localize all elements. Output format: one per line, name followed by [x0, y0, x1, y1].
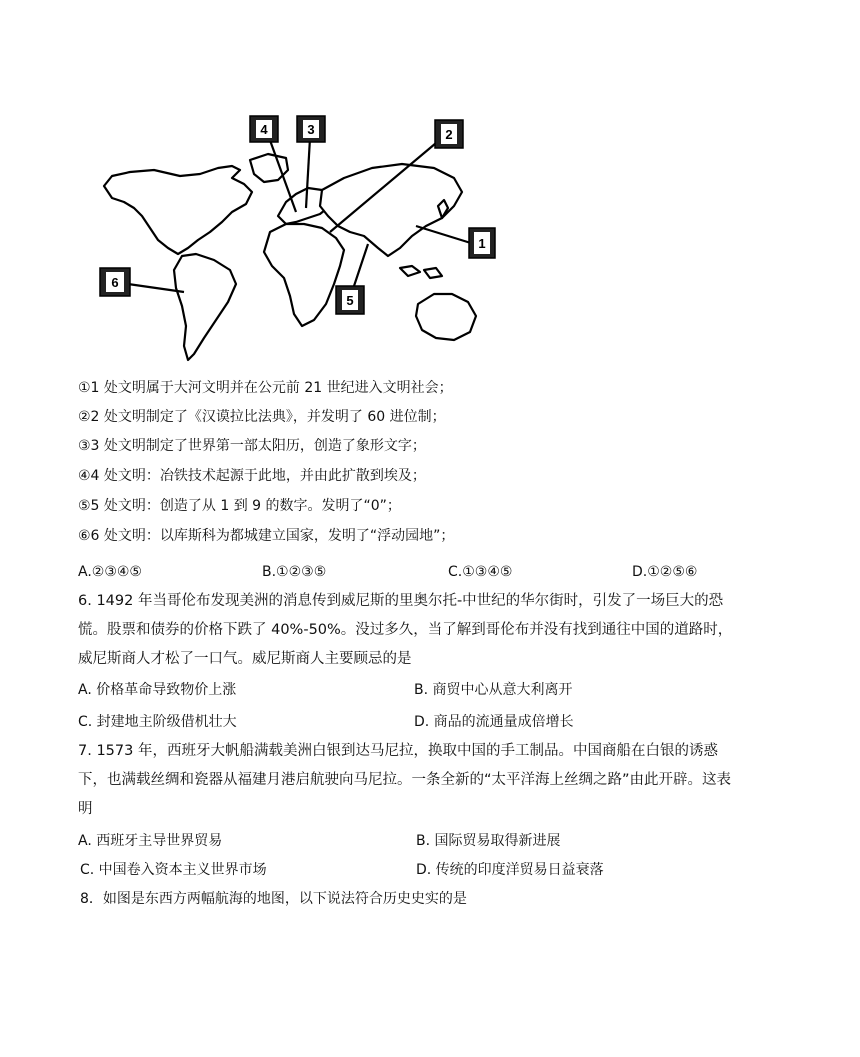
- label-5: 5: [346, 293, 354, 308]
- label-3: 3: [307, 122, 315, 137]
- australia-shape: [416, 294, 476, 340]
- q5-option-a[interactable]: A.②③④⑤: [78, 564, 142, 580]
- statement-1: ①1 处文明属于大河文明并在公元前 21 世纪进入文明社会；: [78, 380, 453, 396]
- q7-option-a[interactable]: A. 西班牙主导世界贸易: [78, 833, 223, 849]
- q5-option-c[interactable]: C.①③④⑤: [448, 564, 513, 580]
- statement-3: ③3 处文明制定了世界第一部太阳历，创造了象形文字；: [78, 438, 426, 454]
- label-box-6: [100, 268, 130, 296]
- q5-option-d[interactable]: D.①②⑤⑥: [632, 564, 698, 580]
- q6-stem: 6. 1492 年当哥伦布发现美洲的消息传到威尼斯的里奥尔托-中世纪的华尔街时，引发了一场巨大的恐慌。股票和债券的价格下跌了 40%-50%。没过多久，当了解到哥伦布并没有找到通往中国的道路时，威尼斯商人才松了一口气。威尼斯商人主要顾忌的是: [78, 593, 733, 667]
- label-box-4: [250, 116, 278, 142]
- label-2: 2: [445, 127, 453, 142]
- q7-option-c[interactable]: C. 中国卷入资本主义世界市场: [80, 862, 267, 878]
- label-6: 6: [111, 275, 119, 290]
- q6-option-d[interactable]: D. 商品的流通量成倍增长: [414, 714, 574, 730]
- label-4: 4: [260, 122, 268, 137]
- statement-5: ⑤5 处文明：创造了从 1 到 9 的数字。发明了“0”；: [78, 498, 401, 514]
- q6-option-a[interactable]: A. 价格革命导致物价上涨: [78, 682, 237, 698]
- label-box-1: [469, 228, 495, 258]
- indonesia-shape: [400, 266, 442, 278]
- greenland-shape: [250, 154, 288, 182]
- south-america-shape: [174, 254, 236, 360]
- north-america-shape: [104, 166, 252, 254]
- q7-option-d[interactable]: D. 传统的印度洋贸易日益衰落: [416, 862, 604, 878]
- statement-6: ⑥6 处文明：以库斯科为都城建立国家，发明了“浮动园地”；: [78, 528, 455, 544]
- africa-shape: [264, 224, 344, 326]
- q5-option-b[interactable]: B.①②③⑤: [262, 564, 327, 580]
- statement-4: ④4 处文明：冶铁技术起源于此地，并由此扩散到埃及；: [78, 468, 426, 484]
- label-box-2: [435, 120, 463, 148]
- world-map: [82, 108, 502, 366]
- label-1: 1: [478, 236, 486, 251]
- q8-stem: 8．如图是东西方两幅航海的地图，以下说法符合历史史实的是: [80, 891, 467, 907]
- label-box-5: [336, 286, 364, 314]
- q6-option-b[interactable]: B. 商贸中心从意大利离开: [414, 682, 573, 698]
- statement-2: ②2 处文明制定了《汉谟拉比法典》，并发明了 60 进位制；: [78, 409, 446, 425]
- label-box-3: [297, 116, 325, 142]
- q6-option-c[interactable]: C. 封建地主阶级借机壮大: [78, 714, 237, 730]
- q7-option-b[interactable]: B. 国际贸易取得新进展: [416, 833, 561, 849]
- q7-stem: 7. 1573 年，西班牙大帆船满载美洲白银到达马尼拉，换取中国的手工制品。中国商船在白银的诱惑下，也满载丝绸和瓷器从福建月港启航驶向马尼拉。一条全新的“太平洋海上丝绸之路”由此开辟。这表明: [78, 743, 732, 817]
